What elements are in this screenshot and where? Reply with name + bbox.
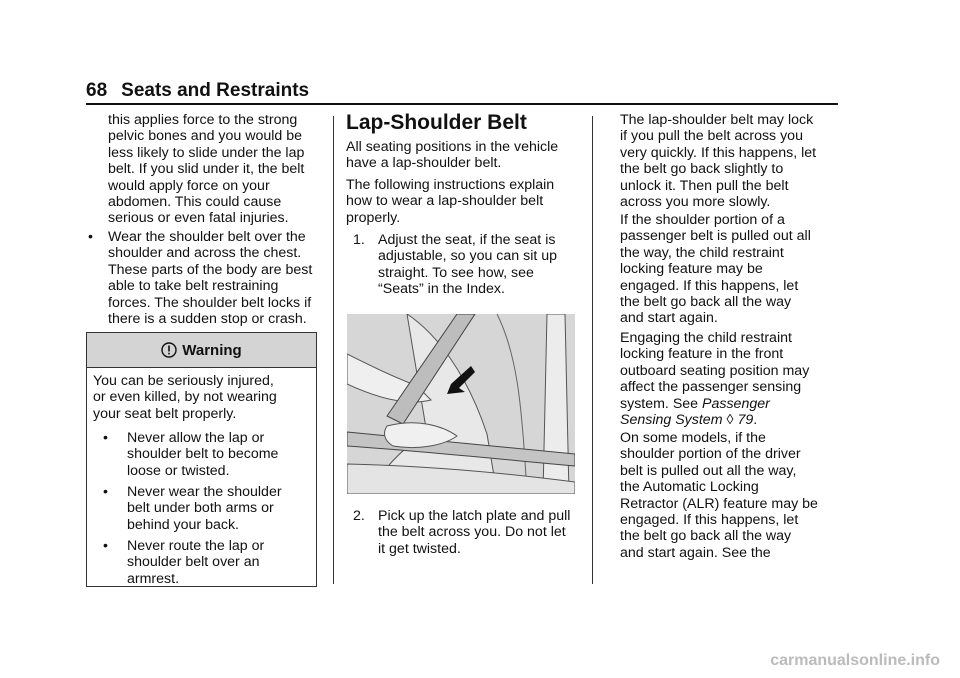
text-line: shoulder belt to become <box>127 446 279 463</box>
warning-bullet-3 <box>127 538 264 587</box>
text-line: or even killed, by not wearing <box>93 389 277 406</box>
text-line: The lap-shoulder belt may lock <box>620 112 814 128</box>
text-line: The following instructions explain <box>346 177 555 193</box>
text-line: engaged. If this happens, let <box>620 512 799 529</box>
text-line: very quickly. If this happens, let <box>620 144 817 161</box>
text-line: the belt go back slightly to <box>620 161 784 178</box>
step-number: 1. <box>353 232 365 248</box>
text-line: properly. <box>346 209 401 226</box>
watermark: carmanualsonline.info <box>770 652 940 669</box>
text-line: All seating positions in the vehicle <box>346 139 559 155</box>
col3-para1 <box>620 112 816 210</box>
warning-box <box>86 332 317 587</box>
text-line: If the shoulder portion of a <box>620 212 785 228</box>
text-line: across you more slowly. <box>620 194 771 211</box>
text-line: locking feature in the front <box>620 346 784 363</box>
text-line: belt under both arms or <box>127 500 274 517</box>
text-line: and start again. <box>620 310 718 327</box>
column-divider-1 <box>333 116 334 584</box>
col2-para2 <box>346 177 554 226</box>
text-line: Adjust the seat, if the seat is <box>378 232 556 248</box>
page-header <box>86 80 309 102</box>
col3-para3 <box>620 330 809 428</box>
text-line: the belt across you. Do not let <box>378 524 566 541</box>
text-line: the Automatic Locking <box>620 479 759 496</box>
text-line: forces. The shoulder belt locks if <box>108 294 312 311</box>
text-line: belt. If you slid under it, the belt <box>108 161 305 178</box>
text-line: and start again. See the <box>620 544 771 561</box>
text-line: Sensing System ◊ 79. <box>620 412 758 429</box>
text-line: Pick up the latch plate and pull <box>378 508 571 524</box>
text-line: the way, the child restraint <box>620 244 784 261</box>
warning-icon <box>161 342 177 362</box>
text-line: These parts of the body are best <box>108 261 313 278</box>
warning-bullet-2 <box>127 484 282 533</box>
col3-para2 <box>620 212 811 327</box>
step-2 <box>378 508 570 557</box>
bullet-mark: • <box>103 484 108 500</box>
col1-intro <box>108 112 304 227</box>
text-line: outboard seating position may <box>620 362 810 379</box>
text-line: able to take belt restraining <box>108 278 279 295</box>
text-line: Never allow the lap or <box>127 430 265 446</box>
step-1 <box>378 232 557 298</box>
text-line: pelvic bones and you would be <box>108 128 303 145</box>
text-line: armrest. <box>127 570 180 587</box>
cross-reference: “Seats” in the Index. <box>378 281 505 298</box>
bullet-mark: • <box>88 229 93 245</box>
text-line: On some models, if the <box>620 430 766 446</box>
page-number: 68 <box>86 80 108 101</box>
section-title: Seats and Restraints <box>121 80 310 101</box>
text-line: there is a sudden stop or crash. <box>108 311 307 328</box>
text-line: Never wear the shoulder <box>127 484 282 500</box>
text-line: if you pull the belt across you <box>620 128 803 145</box>
warning-intro <box>93 373 277 422</box>
text-line: Never route the lap or <box>127 538 265 554</box>
text-line: your seat belt properly. <box>93 405 237 422</box>
text-line: the belt go back all the way <box>620 528 792 545</box>
text-line: affect the passenger sensing <box>620 379 802 396</box>
text-line: the belt go back all the way <box>620 294 792 311</box>
column-divider-2 <box>592 116 593 584</box>
text-line: have a lap-shoulder belt. <box>346 155 502 172</box>
section-heading: Lap-Shoulder Belt <box>346 111 527 134</box>
text-line: system. See Passenger <box>620 395 770 412</box>
col3-para4 <box>620 430 818 561</box>
page-ref-icon: ◊ <box>726 412 734 429</box>
text-line: behind your back. <box>127 516 239 533</box>
text-line: straight. To see how, see <box>378 264 534 281</box>
text-line: serious or even fatal injuries. <box>108 210 289 227</box>
passenger-sensing-link[interactable]: Passenger <box>702 395 770 412</box>
text-line: less likely to slide under the lap <box>108 144 305 161</box>
text-line: You can be seriously injured, <box>93 373 274 389</box>
text-line: shoulder belt over an <box>127 554 260 571</box>
text-line: belt is pulled out all the way, <box>620 462 797 479</box>
bullet-mark: • <box>103 430 108 446</box>
col2-para1 <box>346 139 558 172</box>
warning-bullet-1 <box>127 430 278 479</box>
text-line: unlock it. Then pull the belt <box>620 177 789 194</box>
warning-title: Warning <box>182 342 242 359</box>
warning-header <box>87 333 316 368</box>
text-line: shoulder portion of the driver <box>620 446 801 463</box>
text-line: adjustable, so you can sit up <box>378 248 558 265</box>
text-line: Wear the shoulder belt over the <box>108 229 306 245</box>
text-line: this applies force to the strong <box>108 112 298 128</box>
bullet-mark: • <box>103 538 108 554</box>
text-line: Engaging the child restraint <box>620 330 792 346</box>
text-line: passenger belt is pulled out all <box>620 228 811 245</box>
text-line: shoulder and across the chest. <box>108 245 302 262</box>
page-ref-number[interactable]: 79 <box>737 412 754 429</box>
text-line: abdomen. This could cause <box>108 194 282 211</box>
text-line: loose or twisted. <box>127 462 230 479</box>
col1-bullet <box>108 229 312 327</box>
text-line: it get twisted. <box>378 540 461 557</box>
passenger-sensing-link-2[interactable]: Sensing System <box>620 412 723 429</box>
seatbelt-drawing <box>347 314 575 494</box>
seatbelt-illustration <box>347 314 575 494</box>
header-rule <box>86 103 838 105</box>
text-line: Retractor (ALR) feature may be <box>620 495 818 512</box>
step-number: 2. <box>353 508 365 524</box>
text-line: how to wear a lap-shoulder belt <box>346 193 544 210</box>
text-line: engaged. If this happens, let <box>620 277 799 294</box>
text-line: would apply force on your <box>108 177 270 194</box>
text-line: locking feature may be <box>620 261 763 278</box>
